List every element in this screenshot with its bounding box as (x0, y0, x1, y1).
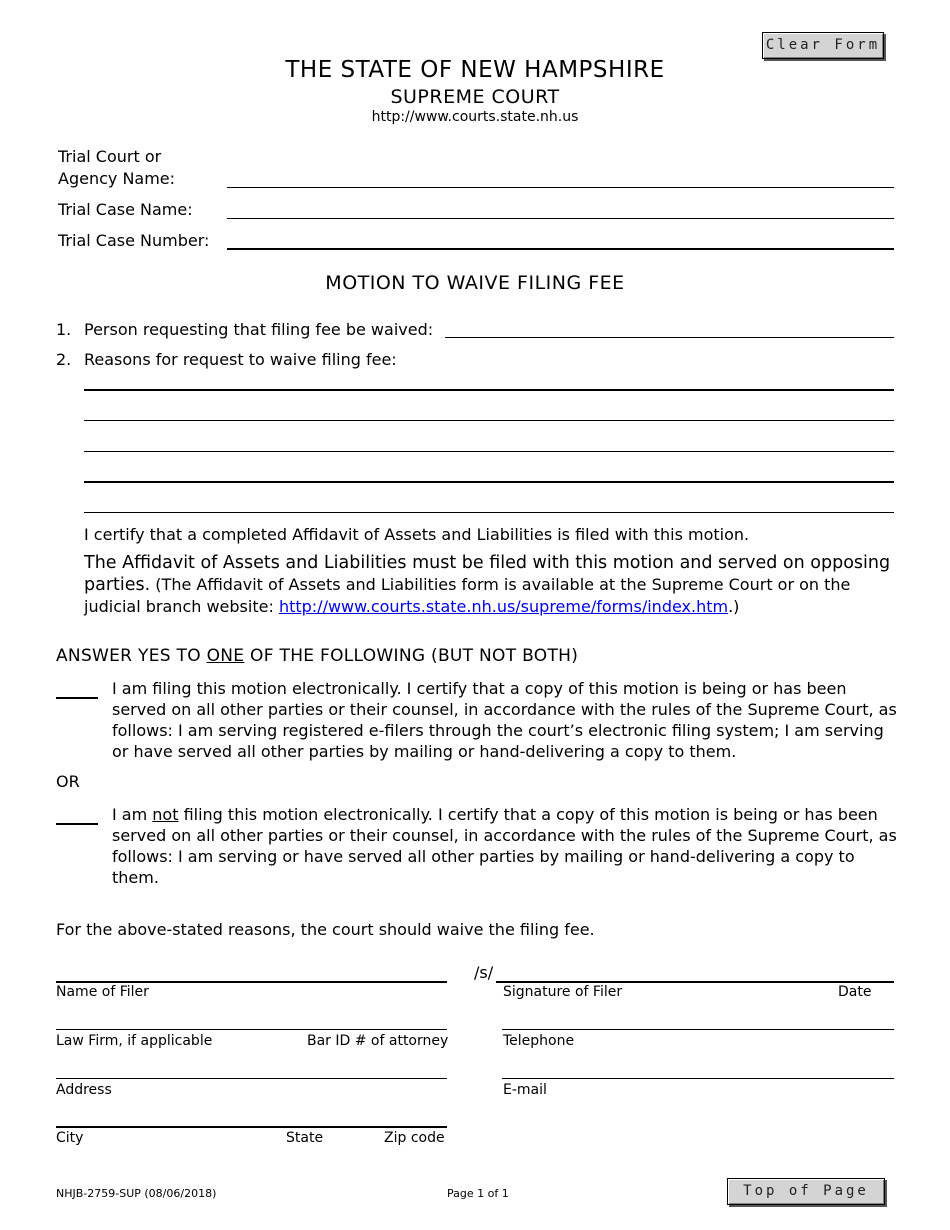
telephone-caption: Telephone (503, 1033, 575, 1049)
answer-heading-one: ONE (206, 646, 245, 666)
top-of-page-button[interactable]: Top of Page (727, 1178, 885, 1205)
telephone-field[interactable] (503, 1010, 892, 1028)
option1-yes-field[interactable] (56, 678, 98, 696)
date-caption: Date (838, 984, 872, 1000)
reason-line-1-field[interactable] (85, 370, 893, 388)
email-caption: E-mail (503, 1082, 547, 1098)
item2-label: Reasons for request to waive filing fee: (84, 350, 397, 369)
email-line (502, 1078, 894, 1079)
trial-court-field[interactable] (228, 168, 892, 186)
reason-line-3 (84, 451, 894, 452)
option2-not: not (152, 805, 179, 824)
reason-line-3-field[interactable] (85, 432, 893, 450)
s-prefix: /s/ (474, 963, 494, 982)
reason-line-2 (84, 420, 894, 421)
law-firm-line (56, 1029, 447, 1030)
page-number: Page 1 of 1 (447, 1187, 509, 1200)
option2-before: I am (112, 805, 153, 824)
or-label: OR (56, 772, 80, 791)
form-id: NHJB-2759-SUP (08/06/2018) (56, 1187, 217, 1200)
city-caption: City (56, 1130, 84, 1146)
trial-court-label-line2: Agency Name: (58, 169, 176, 188)
trial-case-number-underline (227, 248, 894, 250)
affidavit-note: (The Affidavit of Assets and Liabilities form is available at the Supreme Court or on the judicial branch website: (84, 575, 851, 616)
person-requesting-underline (445, 337, 894, 338)
reason-line-4 (84, 481, 894, 483)
forms-link[interactable]: http://www.courts.state.nh.us/supreme/forms/index.htm (278, 597, 729, 616)
address-field[interactable] (57, 1059, 445, 1077)
option2-text (112, 804, 897, 888)
trial-case-number-label: Trial Case Number: (58, 231, 210, 250)
email-field[interactable] (503, 1059, 892, 1077)
option2-yes-field[interactable] (56, 804, 98, 822)
signature-caption: Signature of Filer (503, 984, 623, 1000)
clear-form-button[interactable]: Clear Form (762, 32, 884, 59)
state-heading: THE STATE OF NEW HAMPSHIRE (285, 57, 665, 83)
certify-statement: I certify that a completed Affidavit of Assets and Liabilities is filed with this motion. (84, 525, 750, 544)
reason-line-5-field[interactable] (85, 493, 893, 511)
affidavit-close: .) (728, 597, 740, 616)
conclusion-text: For the above-stated reasons, the court should waive the filing fee. (56, 920, 595, 939)
law-firm-field[interactable] (57, 1010, 445, 1028)
option1-text: I am filing this motion electronically. I certify that a copy of this motion is being or has been served on all other parties or their counsel, in accordance with the rules of the Supreme Court, as follows: I am serving registered e-filers through the court’s electronic filing system; I am serving or have served all other parties by mailing or hand-delivering a copy to them. (112, 679, 897, 761)
name-of-filer-line (56, 981, 447, 983)
motion-title: MOTION TO WAIVE FILING FEE (325, 272, 625, 294)
name-of-filer-field[interactable] (57, 962, 445, 980)
reason-line-4-field[interactable] (85, 462, 893, 480)
telephone-line (502, 1029, 894, 1030)
option2-after: filing this motion electronically. I certify that a copy of this motion is being or has been served on all other parties or their counsel, in accordance with the rules of the Supreme Court, as follows: I am serving or have served all other parties by mailing or hand-delivering a copy to them. (112, 805, 897, 887)
city-state-zip-field[interactable] (57, 1107, 445, 1125)
name-of-filer-caption: Name of Filer (56, 984, 149, 1000)
option1-blank (56, 697, 98, 699)
answer-heading-before: ANSWER YES TO (56, 646, 207, 666)
trial-court-label-line1: Trial Court or (58, 147, 162, 166)
reason-line-5 (84, 512, 894, 513)
item1-label: Person requesting that filing fee be waived: (84, 320, 434, 339)
address-line (56, 1078, 447, 1079)
affidavit-lead: The Affidavit of Assets and Liabilities must be filed with this motion and served on opposing parties. (84, 553, 891, 595)
signature-line (496, 981, 894, 983)
item2-number: 2. (56, 350, 72, 369)
trial-case-number-field[interactable] (228, 229, 892, 247)
trial-case-name-field[interactable] (228, 199, 892, 217)
trial-case-name-label: Trial Case Name: (58, 200, 193, 219)
signature-field[interactable] (498, 962, 892, 980)
court-url: http://www.courts.state.nh.us (371, 109, 579, 125)
bar-id-caption: Bar ID # of attorney (307, 1033, 449, 1049)
affidavit-notice (84, 553, 899, 617)
person-requesting-field[interactable] (446, 318, 892, 336)
state-caption: State (286, 1130, 324, 1146)
zip-caption: Zip code (384, 1130, 445, 1146)
item1-number: 1. (56, 320, 72, 339)
reason-line-2-field[interactable] (85, 401, 893, 419)
trial-court-underline (227, 187, 894, 188)
city-line (56, 1126, 447, 1128)
law-firm-caption: Law Firm, if applicable (56, 1033, 213, 1049)
trial-case-name-underline (227, 218, 894, 219)
option2-blank (56, 823, 98, 825)
address-caption: Address (56, 1082, 112, 1098)
answer-heading-after: OF THE FOLLOWING (BUT NOT BOTH) (244, 646, 579, 666)
court-heading: SUPREME COURT (390, 86, 560, 108)
answer-heading (56, 646, 578, 666)
reason-line-1 (84, 389, 894, 391)
